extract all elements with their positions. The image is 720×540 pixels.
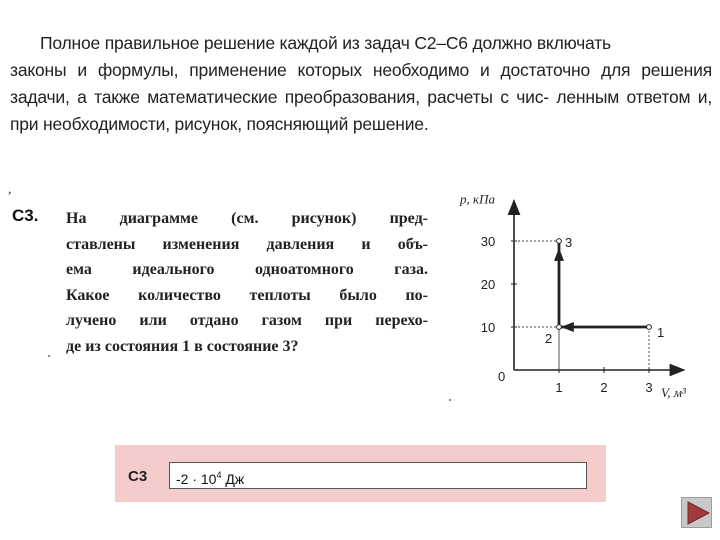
y-tick-label: 10 xyxy=(480,320,496,335)
problem-text xyxy=(66,206,428,359)
next-slide-button[interactable] xyxy=(681,497,712,528)
answer-exponent: 4 xyxy=(216,470,222,480)
intro-text xyxy=(10,30,712,138)
x-tick-label: 3 xyxy=(645,380,653,395)
state-label: 2 xyxy=(545,331,553,346)
x-tick-label: 1 xyxy=(555,380,563,395)
intro-line: Полное правильное решение каждой из задач С2–С6 должно включать xyxy=(40,33,611,53)
pv-diagram xyxy=(440,190,705,415)
answer-panel xyxy=(115,445,606,502)
answer-label: С3 xyxy=(128,468,148,485)
intro-line: решения задачи, а также математические преобразования, расчеты с чис- xyxy=(10,60,712,107)
y-axis-label: p, кПа xyxy=(460,191,495,207)
state-point xyxy=(647,325,652,330)
answer-value: -2 · 10 xyxy=(176,471,217,487)
problem-line: На диаграмме (см. рисунок) пред- xyxy=(66,210,428,227)
state-point xyxy=(557,239,562,244)
play-triangle-icon xyxy=(682,498,713,529)
stray-mark: , xyxy=(8,182,12,197)
state-label: 3 xyxy=(565,235,573,250)
problem-number: С3. xyxy=(12,206,39,225)
problem-line: Какое количество теплоты было по- xyxy=(66,286,428,304)
y-tick-label: 30 xyxy=(480,234,496,249)
answer-field[interactable] xyxy=(169,462,587,489)
state-point xyxy=(557,325,562,330)
scan-speck xyxy=(48,355,50,357)
y-tick-label: 20 xyxy=(480,277,496,292)
process-arrow xyxy=(561,322,574,332)
state-label: 1 xyxy=(657,325,665,340)
problem-line: де из состояния 1 в состояние 3? xyxy=(66,337,299,355)
x-tick-label: 2 xyxy=(600,380,608,395)
problem-line: ставлены изменения давления и объ- xyxy=(66,235,428,253)
process-arrow xyxy=(554,248,564,261)
intro-line: ленным ответом и, при необходимости, рисунок, поясняющий решение. xyxy=(10,87,712,134)
intro-line: законы и формулы, применение которых необходимо и достаточно для xyxy=(10,60,631,80)
answer-unit: Дж xyxy=(221,471,245,487)
problem-line: лучено или отдано газом при перехо- xyxy=(66,312,428,329)
x-axis-label: V, м³ xyxy=(661,385,686,400)
origin-label: 0 xyxy=(498,369,506,384)
problem-line: ема идеального одноатомного газа. xyxy=(66,261,428,278)
